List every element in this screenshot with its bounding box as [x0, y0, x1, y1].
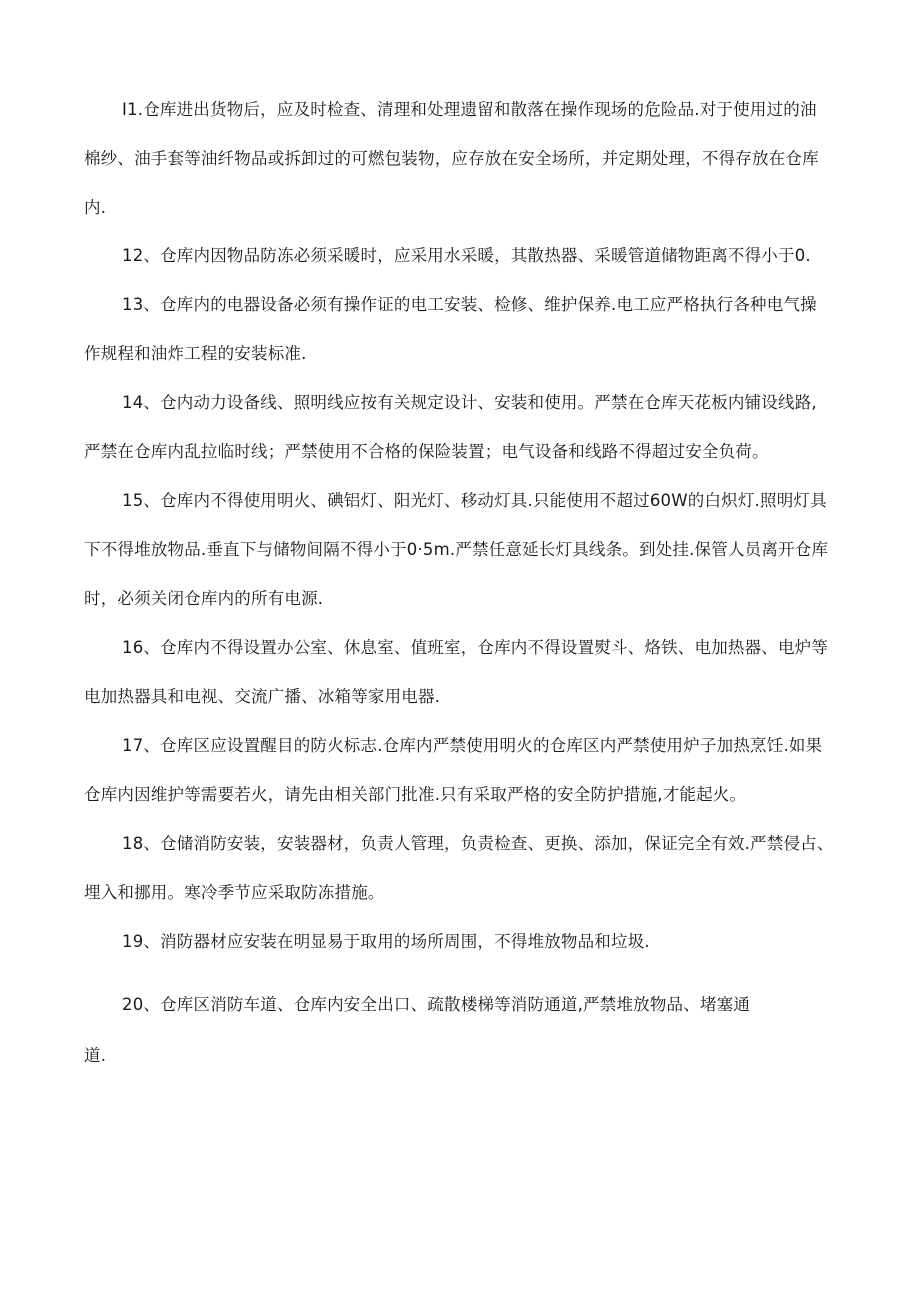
paragraph-line: 棉纱、油手套等油纤物品或拆卸过的可燃包装物，应存放在安全场所，并定期处理，不得存放在仓库 — [84, 149, 819, 168]
paragraph-line: 17、仓库区应设置醒目的防火标志.仓库内严禁使用明火的仓库区内严禁使用炉子加热烹饪.如果 — [122, 736, 823, 755]
paragraph-line: 内. — [84, 198, 107, 217]
paragraph-line: 时，必须关闭仓库内的所有电源. — [84, 589, 324, 608]
paragraph-line: 20、仓库区消防车道、仓库内安全出口、疏散楼梯等消防通道,严禁堆放物品、堵塞通 — [122, 995, 751, 1014]
paragraph-line: 14、仓内动力设备线、照明线应按有关规定设计、安装和使用。严禁在仓库天花板内铺设线路, — [122, 393, 817, 412]
paragraph-line: 18、仓储消防安装，安装器材，负责人管理，负责检查、更换、添加，保证完全有效.严禁侵占、 — [122, 834, 834, 853]
paragraph-line: 19、消防器材应安装在明显易于取用的场所周围，不得堆放物品和垃圾. — [122, 932, 650, 951]
paragraph-line: 15、仓库内不得使用明火、碘铝灯、阳光灯、移动灯具.只能使用不超过60W的白炽灯.照明灯具 — [122, 491, 827, 510]
paragraph-line: 下不得堆放物品.垂直下与储物间隔不得小于0·5m.严禁任意延长灯具线条。到处挂.保管人员离开仓库 — [84, 540, 829, 559]
paragraph-line: 作规程和油炸工程的安装标准. — [84, 344, 307, 363]
paragraph-line: 电加热器具和电视、交流广播、冰箱等家用电器. — [84, 687, 441, 706]
paragraph-line: 12、仓库内因物品防冻必须采暖时，应采用水采暖，其散热器、采暖管道储物距离不得小于0. — [122, 246, 811, 265]
paragraph-line: 13、仓库内的电器设备必须有操作证的电工安装、检修、维护保养.电工应严格执行各种电气操 — [122, 295, 817, 314]
paragraph-line: I1.仓库进出货物后，应及时检查、清理和处理遗留和散落在操作现场的危险品.对于使用过的油 — [122, 100, 817, 119]
paragraph-line: 道. — [84, 1046, 107, 1065]
paragraph-line: 严禁在仓库内乱拉临时线；严禁使用不合格的保险装置；电气设备和线路不得超过安全负荷。 — [84, 442, 769, 461]
paragraph-line: 仓库内因维护等需要若火，请先由相关部门批准.只有采取严格的安全防护措施,才能起火。 — [84, 785, 747, 804]
paragraph-line: 埋入和挪用。寒冷季节应采取防冻措施。 — [84, 883, 385, 902]
paragraph-line: 16、仓库内不得设置办公室、休息室、值班室，仓库内不得设置熨斗、烙铁、电加热器、电炉等 — [122, 638, 829, 657]
